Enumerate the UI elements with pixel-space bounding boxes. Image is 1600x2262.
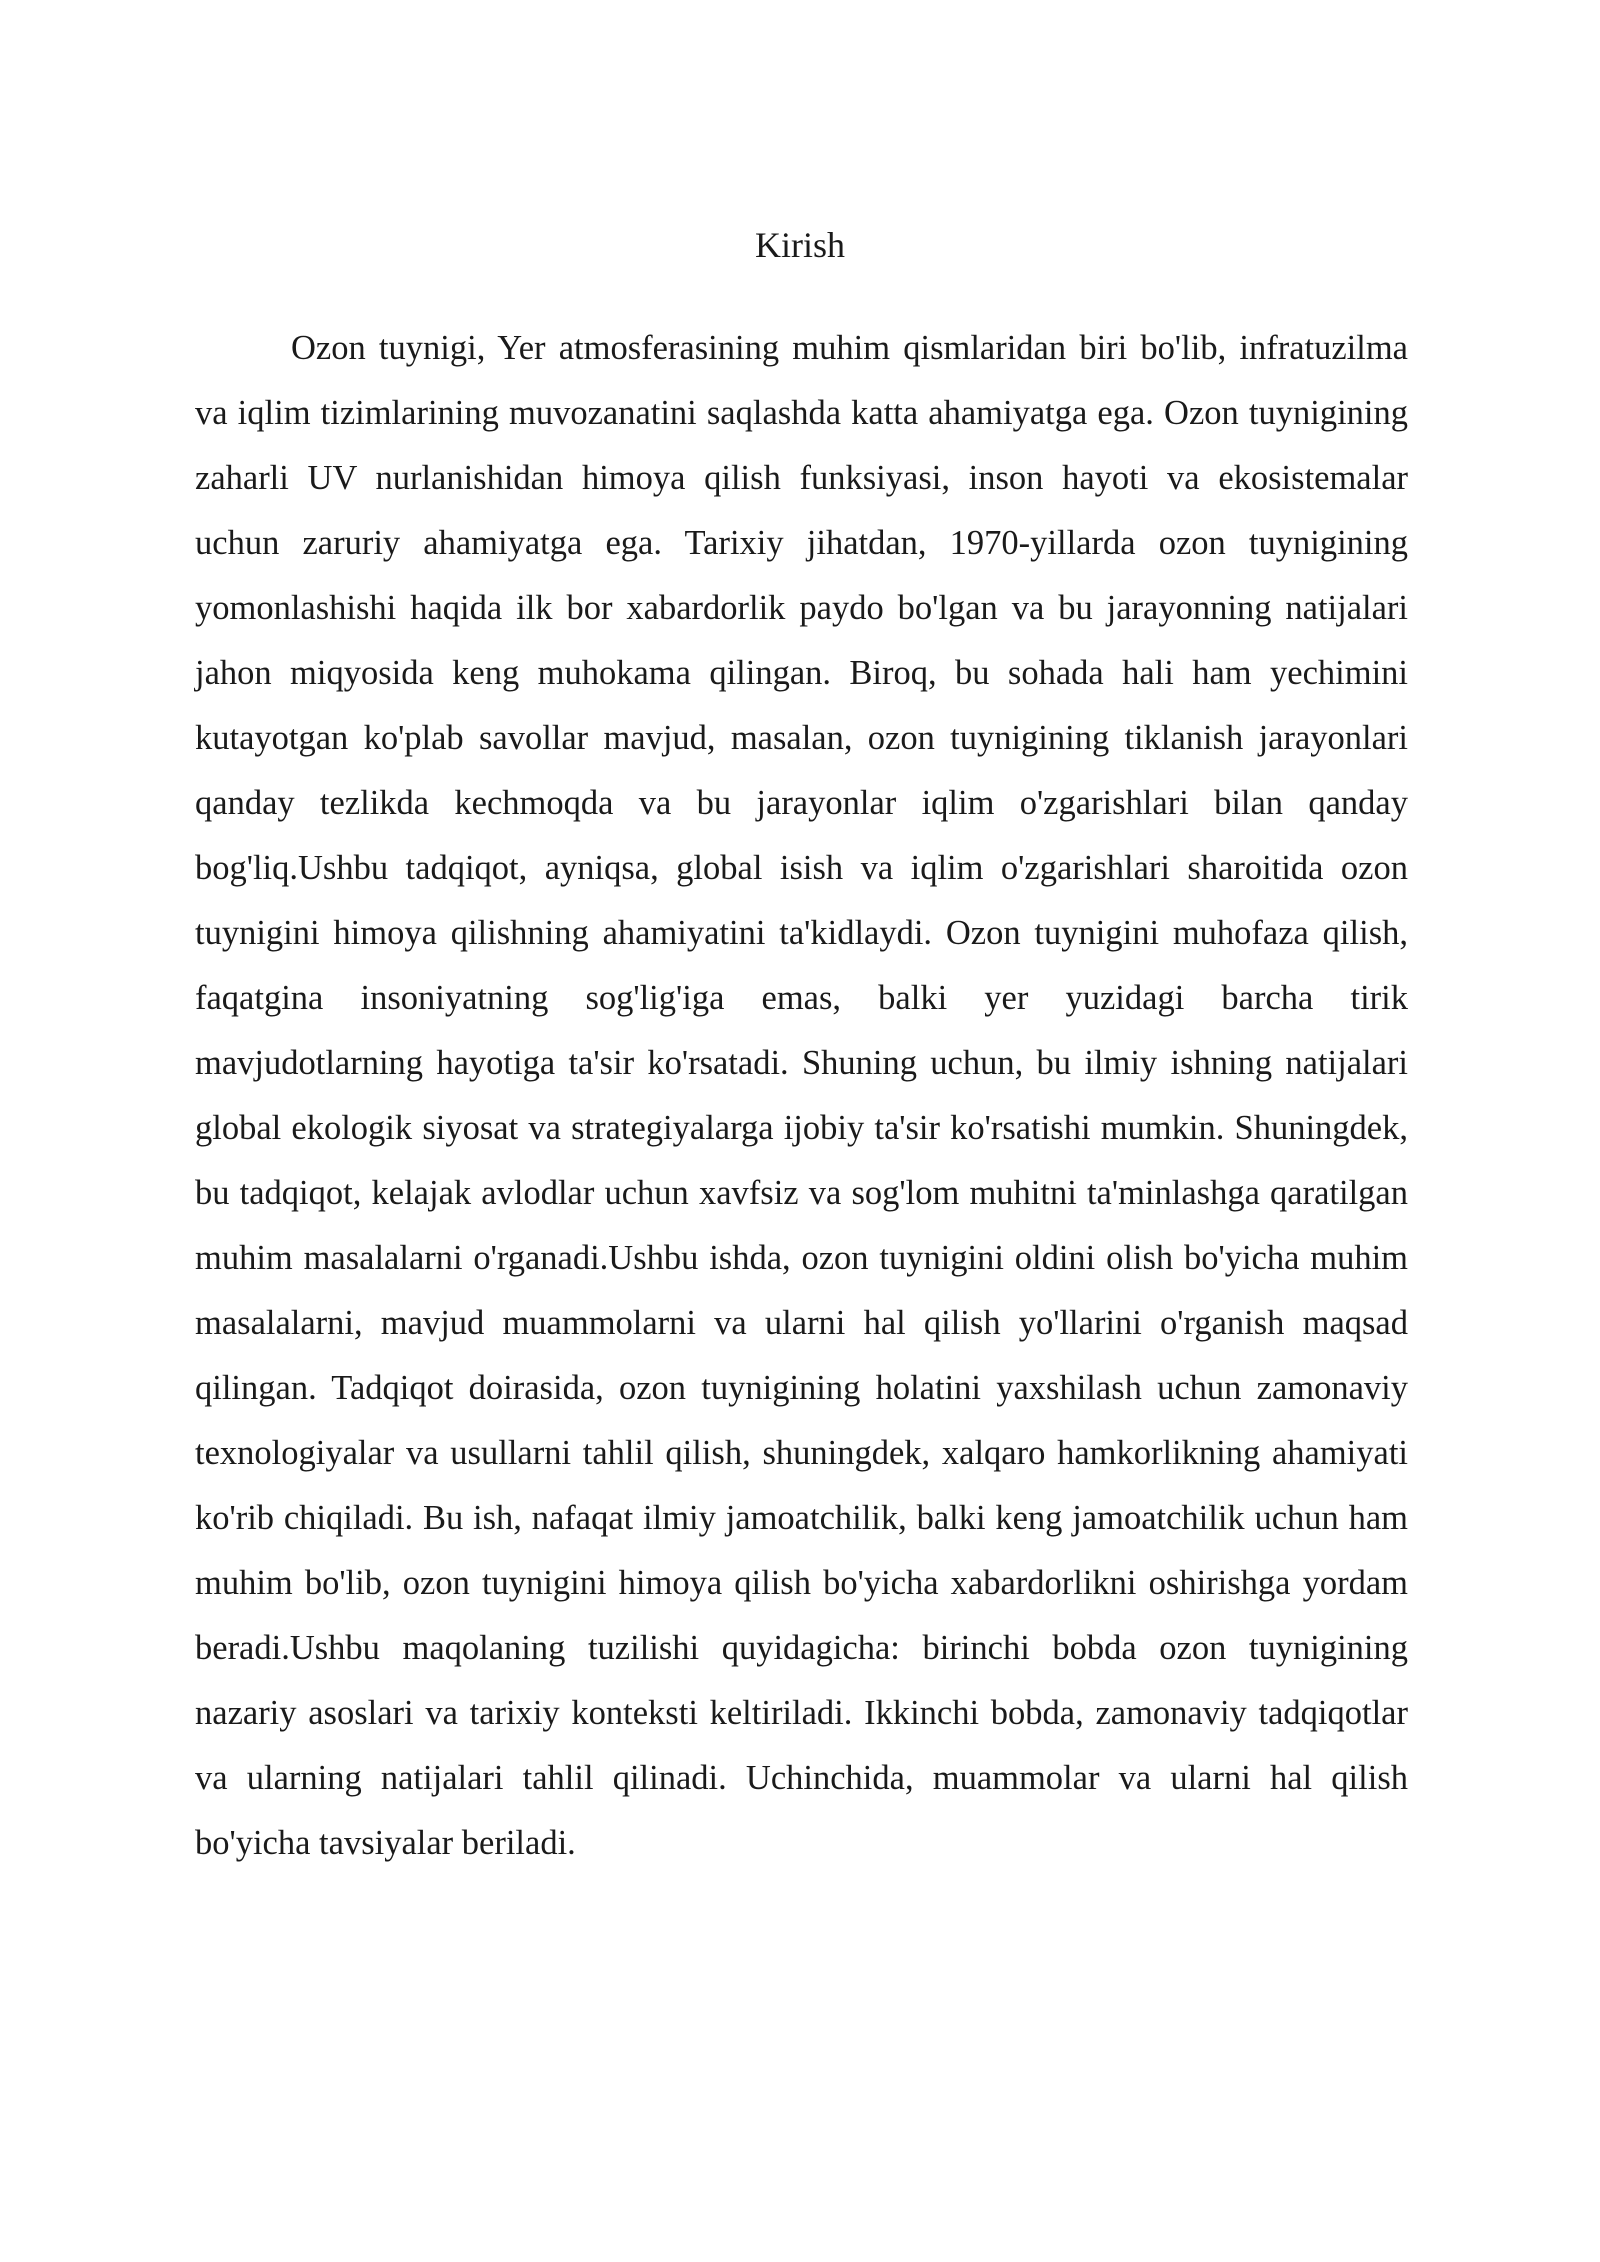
section-title: Kirish bbox=[755, 225, 845, 265]
body-paragraph: Ozon tuynigi, Yer atmosferasining muhim qismlaridan biri bo'lib, infratuzilma va iqlim tizimlarining muvozanatini saqlashda katta ahamiyatga ega. Ozon tuynigining zaharli UV nurlanishidan himoya qilish funksiyasi, inson hayoti va ekosistemalar uchun zaruriy ahamiyatga ega. Tarixiy jihatdan, 1970-yillarda ozon tuynigining yomonlashishi haqida ilk bor xabardorlik paydo bo'lgan va bu jarayonning natijalari jahon miqyosida keng muhokama qilingan. Biroq, bu sohada hali ham yechimini kutayotgan ko'plab savollar mavjud, masalan, ozon tuynigining tiklanish jarayonlari qanday tezlikda kechmoqda va bu jarayonlar iqlim o'zgarishlari bilan qanday bog'liq.Ushbu tadqiqot, ayniqsa, global isish va iqlim o'zgarishlari sharoitida ozon tuynigini himoya qilishning ahamiyatini ta'kidlaydi. Ozon tuynigini muhofaza qilish, faqatgina insoniyatning sog'lig'iga emas, balki yer yuzidagi barcha tirik mavjudotlarning hayotiga ta'sir ko'rsatadi. Shuning uchun, bu ilmiy ishning natijalari global ekologik siyosat va strategiyalarga ijobiy ta'sir ko'rsatishi mumkin. Shuningdek, bu tadqiqot, kelajak avlodlar uchun xavfsiz va sog'lom muhitni ta'minlashga qaratilgan muhim masalalarni o'rganadi.Ushbu ishda, ozon tuynigini oldini olish bo'yicha muhim masalalarni, mavjud muammolarni va ularni hal qilish yo'llarini o'rganish maqsad qilingan. Tadqiqot doirasida, ozon tuynigining holatini yaxshilash uchun zamonaviy texnologiyalar va usullarni tahlil qilish, shuningdek, xalqaro hamkorlikning ahamiyati ko'rib chiqiladi. Bu ish, nafaqat ilmiy jamoatchilik, balki keng jamoatchilik uchun ham muhim bo'lib, ozon tuynigini himoya qilish bo'yicha xabardorlikni oshirishga yordam beradi.Ushbu maqolaning tuzilishi quyidagicha: birinchi bobda ozon tuynigining nazariy asoslari va tarixiy konteksti keltiriladi. Ikkinchi bobda, zamonaviy tadqiqotlar va ularning natijalari tahlil qilinadi. Uchinchida, muammolar va ularni hal qilish bo'yicha tavsiyalar beriladi. bbox=[195, 329, 1408, 1862]
